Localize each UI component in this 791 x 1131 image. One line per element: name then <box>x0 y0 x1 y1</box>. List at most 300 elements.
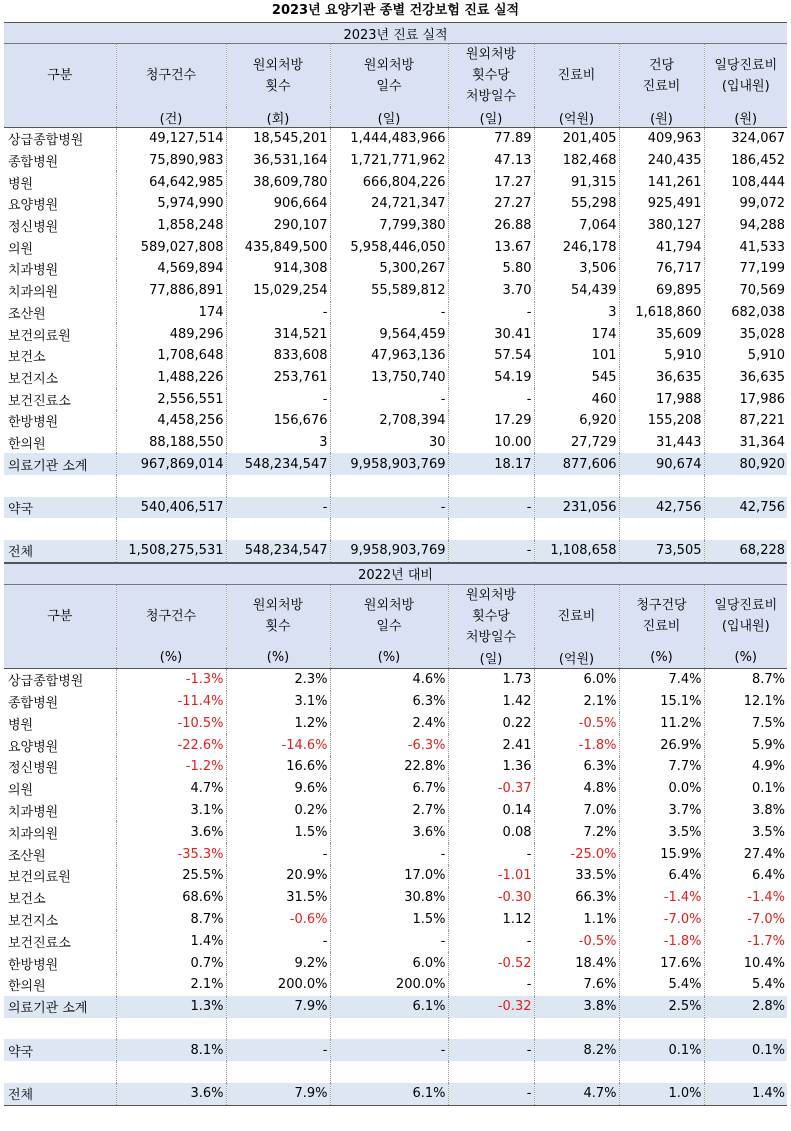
table-row <box>4 712 787 734</box>
data-cell: -25.0% <box>534 843 619 865</box>
unit-cell: (일) <box>330 107 448 128</box>
data-cell: 2.4% <box>330 712 448 734</box>
data-cell: 174 <box>116 302 226 324</box>
row-label: 조산원 <box>8 306 46 322</box>
data-cell: 6.3% <box>330 691 448 713</box>
data-cell: 1,858,248 <box>116 215 226 237</box>
column-header-text: 청구건당 진료비 <box>636 598 687 635</box>
row-label: 치과의원 <box>8 826 59 842</box>
data-cell: 66.3% <box>534 887 619 909</box>
data-cell: 0.7% <box>116 952 226 974</box>
table-row <box>4 432 787 454</box>
data-cell: 3.1% <box>116 800 226 822</box>
data-cell: 7.2% <box>534 821 619 843</box>
data-cell: -1.8% <box>534 734 619 756</box>
column-header <box>116 584 226 648</box>
spacer-row <box>4 475 787 497</box>
data-cell: 99,072 <box>704 193 787 215</box>
column-header-text: 일당진료비 (입내원) <box>714 57 778 94</box>
data-cell: 1,444,483,966 <box>330 128 448 150</box>
pharmacy-row <box>4 1039 787 1061</box>
data-cell: 0.1% <box>704 1039 787 1061</box>
unit-row <box>4 648 787 669</box>
data-cell: 54,439 <box>534 280 619 302</box>
table-row <box>4 756 787 778</box>
row-label: 종합병원 <box>8 695 59 711</box>
data-cell: 5.4% <box>619 974 704 996</box>
unit-cell: (원) <box>619 107 704 128</box>
table-row <box>4 258 787 280</box>
data-cell: 253,761 <box>226 367 330 389</box>
data-cell: 41,794 <box>619 236 704 258</box>
data-cell: 925,491 <box>619 193 704 215</box>
data-cell: 0.2% <box>226 800 330 822</box>
data-cell: 88,188,550 <box>116 432 226 454</box>
data-cell: 16.6% <box>226 756 330 778</box>
data-cell: 7,799,380 <box>330 215 448 237</box>
data-cell: 666,804,226 <box>330 171 448 193</box>
data-cell: 18.17 <box>448 453 534 475</box>
data-cell: 1,508,275,531 <box>116 540 226 562</box>
table-row <box>4 410 787 432</box>
data-cell: 94,288 <box>704 215 787 237</box>
row-label: 병원 <box>8 717 34 733</box>
data-cell: 435,849,500 <box>226 236 330 258</box>
data-cell: 2,556,551 <box>116 388 226 410</box>
data-cell: 7.9% <box>226 996 330 1018</box>
data-cell: 8.7% <box>116 909 226 931</box>
row-label: 치과의원 <box>8 285 59 301</box>
data-cell: 36,635 <box>704 367 787 389</box>
unit-cell: (%) <box>226 648 330 669</box>
table-row <box>4 974 787 996</box>
data-cell: 460 <box>534 388 619 410</box>
row-label: 한방병원 <box>8 957 59 973</box>
table-row <box>4 236 787 258</box>
data-cell: 9,564,459 <box>330 323 448 345</box>
unit-cell: (억원) <box>534 107 619 128</box>
data-cell: 1.2% <box>226 712 330 734</box>
data-cell: 2.8% <box>704 996 787 1018</box>
data-cell: -1.4% <box>704 887 787 909</box>
table-row <box>4 887 787 909</box>
data-cell: 87,221 <box>704 410 787 432</box>
data-cell: 4.8% <box>534 778 619 800</box>
data-cell: 91,315 <box>534 171 619 193</box>
data-cell: 6.1% <box>330 996 448 1018</box>
data-cell: 906,664 <box>226 193 330 215</box>
data-cell: 7.4% <box>619 668 704 690</box>
column-header <box>330 584 448 648</box>
data-cell: -22.6% <box>116 734 226 756</box>
data-cell: 2.1% <box>116 974 226 996</box>
data-cell: - <box>448 843 534 865</box>
data-cell: 1,618,860 <box>619 302 704 324</box>
data-cell: 7.9% <box>226 1083 330 1105</box>
data-cell: 4,458,256 <box>116 410 226 432</box>
data-cell: 545 <box>534 367 619 389</box>
table-row <box>4 909 787 931</box>
column-header-text: 진료비 <box>557 608 596 624</box>
data-cell: - <box>448 540 534 562</box>
data-cell: -6.3% <box>330 734 448 756</box>
spreadsheet <box>1 0 790 1106</box>
data-cell: -0.37 <box>448 778 534 800</box>
data-cell: - <box>448 1083 534 1105</box>
data-cell: 1.42 <box>448 691 534 713</box>
unit-cell: (일) <box>448 107 534 128</box>
column-header <box>4 584 116 648</box>
data-cell: 42,756 <box>704 497 787 519</box>
data-cell: 0.14 <box>448 800 534 822</box>
data-cell: -0.32 <box>448 996 534 1018</box>
data-cell: 15.9% <box>619 843 704 865</box>
data-cell: 1.12 <box>448 909 534 931</box>
data-cell: 57.54 <box>448 345 534 367</box>
table-row <box>4 843 787 865</box>
data-cell: 27.27 <box>448 193 534 215</box>
data-cell: 1,721,771,962 <box>330 150 448 172</box>
data-cell: 141,261 <box>619 171 704 193</box>
row-label: 치과병원 <box>8 263 59 279</box>
data-cell: 6.4% <box>619 865 704 887</box>
data-cell: 3.70 <box>448 280 534 302</box>
data-cell: 200.0% <box>330 974 448 996</box>
column-header-text: 원외처방 횟수당 처방일수 <box>465 587 517 645</box>
row-label: 상급종합병원 <box>8 674 84 690</box>
data-cell: 35,609 <box>619 323 704 345</box>
data-cell: 6.4% <box>704 865 787 887</box>
data-cell: - <box>448 497 534 519</box>
data-cell: -1.3% <box>116 668 226 690</box>
data-cell: 5,300,267 <box>330 258 448 280</box>
data-cell: 1.5% <box>330 909 448 931</box>
data-cell: 76,717 <box>619 258 704 280</box>
unit-cell: (%) <box>330 648 448 669</box>
data-cell: -0.5% <box>534 712 619 734</box>
data-cell: 69,895 <box>619 280 704 302</box>
column-header-text: 원외처방 횟수 <box>252 57 304 94</box>
table-row <box>4 691 787 713</box>
data-cell: 0.22 <box>448 712 534 734</box>
data-cell: 108,444 <box>704 171 787 193</box>
data-cell: 3,506 <box>534 258 619 280</box>
table-row <box>4 952 787 974</box>
data-cell: 409,963 <box>619 128 704 150</box>
unit-row <box>4 107 787 128</box>
data-cell: 77,199 <box>704 258 787 280</box>
section-label: 2022년 대비 <box>4 563 787 584</box>
data-cell: 22.8% <box>330 756 448 778</box>
data-cell: -7.0% <box>619 909 704 931</box>
section-label: 2023년 진료 실적 <box>4 23 787 44</box>
data-cell: - <box>448 388 534 410</box>
data-cell: 1.73 <box>448 668 534 690</box>
data-cell: 13,750,740 <box>330 367 448 389</box>
data-cell: 1.4% <box>116 930 226 952</box>
column-header-text: 구분 <box>47 608 73 624</box>
column-header-text: 진료비 <box>557 68 596 83</box>
unit-cell: (억원) <box>534 648 619 669</box>
data-cell: 1.0% <box>619 1083 704 1105</box>
data-cell: -10.5% <box>116 712 226 734</box>
data-cell: -1.01 <box>448 865 534 887</box>
data-cell: 7.6% <box>534 974 619 996</box>
column-header <box>330 44 448 108</box>
data-cell: - <box>448 302 534 324</box>
data-cell: 2,708,394 <box>330 410 448 432</box>
data-cell: 77.89 <box>448 128 534 150</box>
data-cell: 200.0% <box>226 974 330 996</box>
data-cell: 17.29 <box>448 410 534 432</box>
data-cell: - <box>226 388 330 410</box>
data-cell: 186,452 <box>704 150 787 172</box>
row-label: 보건의료원 <box>8 870 71 886</box>
data-cell: 30.41 <box>448 323 534 345</box>
data-cell: - <box>226 843 330 865</box>
data-cell: 0.08 <box>448 821 534 843</box>
data-cell: - <box>330 843 448 865</box>
data-cell: 42,756 <box>619 497 704 519</box>
data-cell: 6.3% <box>534 756 619 778</box>
data-cell: 155,208 <box>619 410 704 432</box>
data-cell: 5.80 <box>448 258 534 280</box>
data-cell: 6.0% <box>330 952 448 974</box>
data-cell: 5.4% <box>704 974 787 996</box>
row-label: 상급종합병원 <box>8 133 84 149</box>
total-row <box>4 1083 787 1105</box>
row-label: 전체 <box>4 540 116 562</box>
data-cell: 2.41 <box>448 734 534 756</box>
spacer-row <box>4 518 787 540</box>
data-cell: 3.6% <box>330 821 448 843</box>
data-cell: 2.7% <box>330 800 448 822</box>
subtotal-row <box>4 453 787 475</box>
data-cell: 0.1% <box>619 1039 704 1061</box>
data-cell: 3.6% <box>116 821 226 843</box>
data-cell: 2.5% <box>619 996 704 1018</box>
total-row <box>4 540 787 562</box>
data-cell: 3.5% <box>704 821 787 843</box>
data-cell: 240,435 <box>619 150 704 172</box>
data-cell: 540,406,517 <box>116 497 226 519</box>
data-cell: 11.2% <box>619 712 704 734</box>
table-row <box>4 367 787 389</box>
row-label: 의료기관 소계 <box>4 453 116 475</box>
data-cell: 9.2% <box>226 952 330 974</box>
data-cell: 13.67 <box>448 236 534 258</box>
table-row <box>4 323 787 345</box>
data-cell: 35,028 <box>704 323 787 345</box>
row-label: 의원 <box>8 783 34 799</box>
data-cell: 3.1% <box>226 691 330 713</box>
data-cell: 17,986 <box>704 388 787 410</box>
data-cell: 5.9% <box>704 734 787 756</box>
data-cell: 75,890,983 <box>116 150 226 172</box>
data-cell: 201,405 <box>534 128 619 150</box>
table-row <box>4 215 787 237</box>
table-row <box>4 280 787 302</box>
data-cell: - <box>448 974 534 996</box>
row-label: 보건소 <box>8 892 46 908</box>
row-label: 요양병원 <box>8 739 59 755</box>
data-cell: 380,127 <box>619 215 704 237</box>
data-cell: 90,674 <box>619 453 704 475</box>
data-cell: 324,067 <box>704 128 787 150</box>
data-cell: 41,533 <box>704 236 787 258</box>
data-cell: 17.6% <box>619 952 704 974</box>
table-row <box>4 128 787 150</box>
table-row <box>4 930 787 952</box>
data-cell: 6,920 <box>534 410 619 432</box>
column-header-text: 청구건수 <box>145 608 197 624</box>
data-cell: 24,721,347 <box>330 193 448 215</box>
data-cell: 4.7% <box>116 778 226 800</box>
row-label: 보건진료소 <box>8 393 71 409</box>
data-cell: 1.1% <box>534 909 619 931</box>
data-cell: - <box>330 388 448 410</box>
data-cell: 70,569 <box>704 280 787 302</box>
data-cell: 231,056 <box>534 497 619 519</box>
data-cell: -1.7% <box>704 930 787 952</box>
column-header-text: 건당 진료비 <box>642 57 681 94</box>
data-cell: - <box>330 930 448 952</box>
data-cell: -7.0% <box>704 909 787 931</box>
data-cell: 17.0% <box>330 865 448 887</box>
unit-cell: (일) <box>448 648 534 669</box>
data-cell: 7.5% <box>704 712 787 734</box>
data-cell: 38,609,780 <box>226 171 330 193</box>
data-cell: - <box>226 497 330 519</box>
data-cell: 26.9% <box>619 734 704 756</box>
data-cell: 5,958,446,050 <box>330 236 448 258</box>
data-cell: 914,308 <box>226 258 330 280</box>
data-cell: 27.4% <box>704 843 787 865</box>
table-row <box>4 821 787 843</box>
table-row <box>4 388 787 410</box>
data-cell: 1.4% <box>704 1083 787 1105</box>
row-label: 정신병원 <box>8 220 59 236</box>
table-row <box>4 302 787 324</box>
data-cell: 182,468 <box>534 150 619 172</box>
column-header <box>226 584 330 648</box>
data-cell: 5,974,990 <box>116 193 226 215</box>
row-label: 약국 <box>4 1039 116 1061</box>
section-label-row <box>4 23 787 44</box>
data-cell: 156,676 <box>226 410 330 432</box>
data-cell: 10.4% <box>704 952 787 974</box>
row-label: 요양병원 <box>8 198 59 214</box>
data-cell: 3.8% <box>534 996 619 1018</box>
data-cell: 246,178 <box>534 236 619 258</box>
column-header <box>704 584 787 648</box>
data-cell: 3.5% <box>619 821 704 843</box>
data-cell: 7.7% <box>619 756 704 778</box>
data-cell: - <box>448 930 534 952</box>
data-cell: 3.7% <box>619 800 704 822</box>
pharmacy-row <box>4 497 787 519</box>
table-row <box>4 171 787 193</box>
data-cell: 64,642,985 <box>116 171 226 193</box>
header-row <box>4 44 787 108</box>
column-header <box>226 44 330 108</box>
data-cell: 36,531,164 <box>226 150 330 172</box>
data-cell: 31,443 <box>619 432 704 454</box>
data-cell: 174 <box>534 323 619 345</box>
data-cell: -35.3% <box>116 843 226 865</box>
data-cell: -1.8% <box>619 930 704 952</box>
data-cell: 4,569,894 <box>116 258 226 280</box>
data-cell: 20.9% <box>226 865 330 887</box>
data-cell: 0.1% <box>704 778 787 800</box>
data-cell: 33.5% <box>534 865 619 887</box>
data-cell: 682,038 <box>704 302 787 324</box>
row-label: 종합병원 <box>8 155 59 171</box>
data-cell: 7,064 <box>534 215 619 237</box>
data-cell: -1.4% <box>619 887 704 909</box>
data-cell: 0.0% <box>619 778 704 800</box>
column-header <box>4 44 116 108</box>
column-header <box>116 44 226 108</box>
data-cell: 7.0% <box>534 800 619 822</box>
column-header <box>448 44 534 108</box>
column-header-text: 원외처방 횟수 <box>252 598 304 635</box>
row-label: 보건진료소 <box>8 935 71 951</box>
row-label: 정신병원 <box>8 761 59 777</box>
data-cell: 8.1% <box>116 1039 226 1061</box>
data-cell: - <box>226 1039 330 1061</box>
data-cell: 26.88 <box>448 215 534 237</box>
unit-cell <box>4 648 116 669</box>
data-cell: 1,108,658 <box>534 540 619 562</box>
data-cell: -0.6% <box>226 909 330 931</box>
row-label: 보건지소 <box>8 913 59 929</box>
data-cell: 8.2% <box>534 1039 619 1061</box>
unit-cell: (%) <box>619 648 704 669</box>
spacer-row <box>4 1061 787 1083</box>
table-2023 <box>4 22 787 563</box>
table-row <box>4 734 787 756</box>
column-header-text: 원외처방 횟수당 처방일수 <box>465 47 517 104</box>
data-cell: 47.13 <box>448 150 534 172</box>
data-cell: 30.8% <box>330 887 448 909</box>
row-label: 의료기관 소계 <box>4 996 116 1018</box>
data-cell: 548,234,547 <box>226 540 330 562</box>
data-cell: 68.6% <box>116 887 226 909</box>
data-cell: 3 <box>534 302 619 324</box>
column-header <box>619 584 704 648</box>
table-row <box>4 193 787 215</box>
data-cell: 1,708,648 <box>116 345 226 367</box>
column-header-text: 일당진료비 (입내원) <box>714 598 778 635</box>
table-row <box>4 800 787 822</box>
data-cell: 77,886,891 <box>116 280 226 302</box>
column-header <box>704 44 787 108</box>
data-cell: 18,545,201 <box>226 128 330 150</box>
data-cell: 31.5% <box>226 887 330 909</box>
data-cell: 548,234,547 <box>226 453 330 475</box>
data-cell: 4.7% <box>534 1083 619 1105</box>
unit-cell: (%) <box>116 648 226 669</box>
data-cell: 1.3% <box>116 996 226 1018</box>
data-cell: 967,869,014 <box>116 453 226 475</box>
unit-cell: (회) <box>226 107 330 128</box>
data-cell: 15.1% <box>619 691 704 713</box>
data-cell: - <box>448 1039 534 1061</box>
row-label: 한의원 <box>8 979 46 995</box>
row-label: 병원 <box>8 176 34 192</box>
row-label: 보건지소 <box>8 371 59 387</box>
